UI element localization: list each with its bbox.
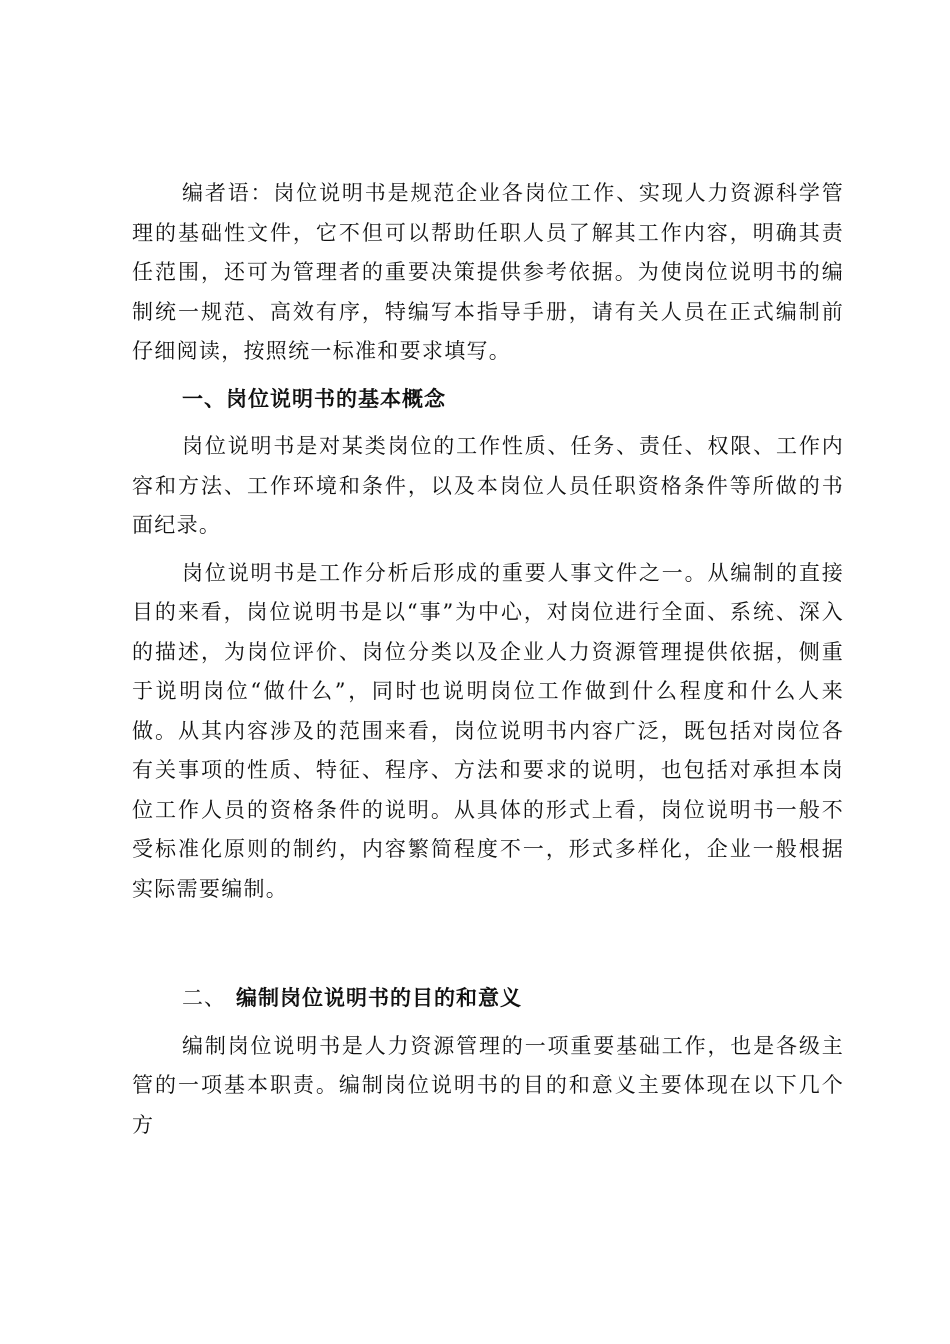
section-2-paragraph-1: 编制岗位说明书是人力资源管理的一项重要基础工作，也是各级主管的一项基本职责。编制岗位说明书的目的和意义主要体现在以下几个方 xyxy=(132,1033,844,1137)
editor-note-paragraph: 编者语：岗位说明书是规范企业各岗位工作、实现人力资源科学管理的基础性文件，它不但可以帮助任职人员了解其工作内容，明确其责任范围，还可为管理者的重要决策提供参考依据。为使岗位说明书的编制统一规范、高效有序，特编写本指导手册，请有关人员在正式编制前仔细阅读，按照统一标准和要求填写。 xyxy=(132,181,844,363)
section-2-title: 编制岗位说明书的目的和意义 xyxy=(236,986,522,1010)
paragraph-spacer xyxy=(132,546,844,554)
section-1-paragraph-2: 岗位说明书是工作分析后形成的重要人事文件之一。从编制的直接目的来看，岗位说明书是以“事”为中心，对岗位进行全面、系统、深入的描述，为岗位评价、岗位分类以及企业人力资源管理提供依据，侧重于说明岗位“做什么”，同时也说明岗位工作做到什么程度和什么人来做。从其内容涉及的范围来看，岗位说明书内容广泛，既包括对岗位各有关事项的性质、特征、程序、方法和要求的说明，也包括对承担本岗位工作人员的资格条件的说明。从具体的形式上看，岗位说明书一般不受标准化原则的制约，内容繁简程度不一，形式多样化，企业一般根据实际需要编制。 xyxy=(132,560,844,901)
section-2-heading xyxy=(132,979,844,1019)
section-1-heading: 一、岗位说明书的基本概念 xyxy=(182,386,446,411)
section-1-paragraph-1: 岗位说明书是对某类岗位的工作性质、任务、责任、权限、工作内容和方法、工作环境和条件，以及本岗位人员任职资格条件等所做的书面纪录。 xyxy=(132,434,844,537)
section-2-number: 二、 xyxy=(182,986,226,1010)
document-body xyxy=(132,174,844,1145)
